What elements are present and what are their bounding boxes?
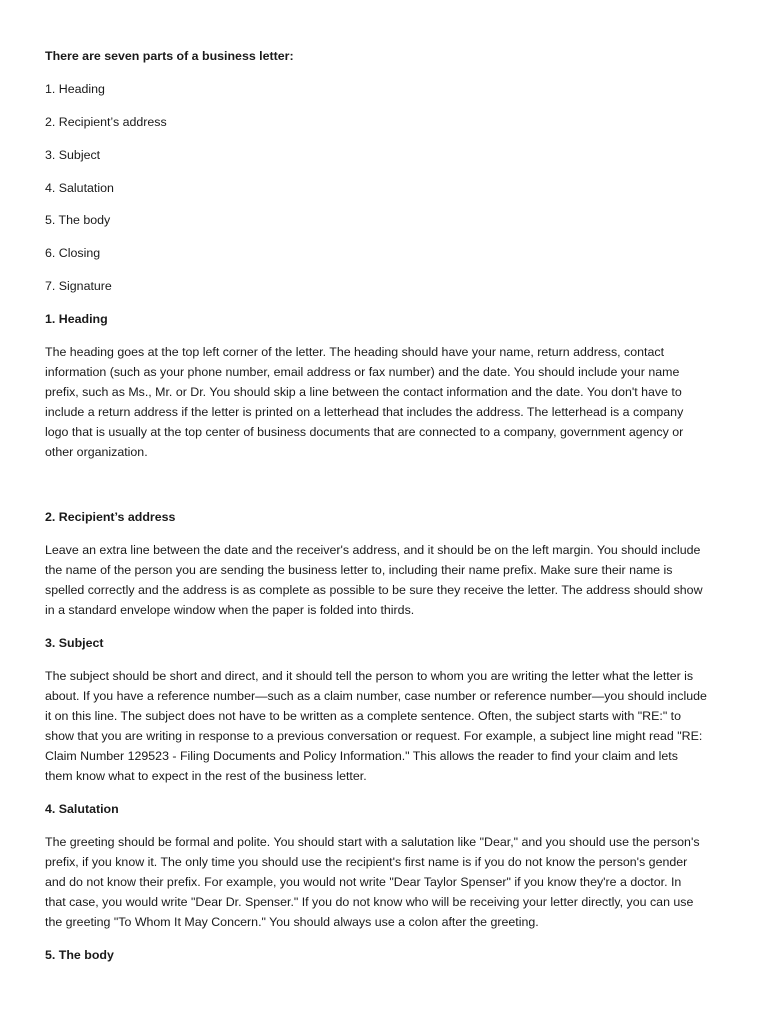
paragraph-line: the name of the person you are sending the business letter to, including their name prefix. Make sure their name is (45, 563, 673, 577)
parts-list-item: 3. Subject (45, 148, 101, 162)
paragraph-line: include a return address if the letter is printed on a letterhead that includes the address. The letterhead is a company (45, 405, 684, 419)
paragraph-line: it on this line. The subject does not have to be written as a complete sentence. Often, the subject starts with "RE:" to (45, 709, 682, 723)
paragraph-line: that case, you would write "Dear Dr. Spenser." If you do not know who will be receiving your letter directly, you can use (45, 895, 694, 909)
paragraph-line: spelled correctly and the address is as complete as possible to be sure they receive the letter. The address should show (45, 583, 703, 597)
paragraph-line: prefix, if you know it. The only time you should use the recipient's first name is if you do not know the person's gender (45, 855, 688, 869)
paragraph-line: logo that is usually at the top center of business documents that are connected to a company, government agency or (45, 425, 684, 439)
paragraph-line: and do not know their prefix. For example, you would not write "Dear Taylor Spenser" if you know they're a doctor. In (45, 875, 682, 889)
paragraph-line: prefix, such as Ms., Mr. or Dr. You should skip a line between the contact information and the date. You don't have to (45, 385, 682, 399)
paragraph-line: show that you are writing in response to a previous conversation or request. For example, a subject line might read "RE: (45, 729, 703, 743)
section-heading: 4. Salutation (45, 802, 119, 816)
section-heading: 2. Recipient’s address (45, 510, 176, 524)
paragraph-line: The subject should be short and direct, and it should tell the person to whom you are writing the letter what the letter is (45, 669, 694, 683)
section-heading: 5. The body (45, 948, 114, 962)
parts-list-item: 5. The body (45, 213, 111, 227)
paragraph-line: The greeting should be formal and polite. You should start with a salutation like "Dear," and you should use the person's (45, 835, 700, 849)
paragraph-line: about. If you have a reference number—such as a claim number, case number or reference number—you should include (45, 689, 707, 703)
section-heading: 3. Subject (45, 636, 104, 650)
paragraph-line: other organization. (45, 445, 148, 459)
parts-list-item: 6. Closing (45, 246, 101, 260)
parts-list-item: 2. Recipient’s address (45, 115, 167, 129)
paragraph-line: the greeting "To Whom It May Concern." You should always use a colon after the greeting. (45, 915, 539, 929)
paragraph-line: information (such as your phone number, email address or fax number) and the date. You should include your name (45, 365, 680, 379)
parts-list-item: 1. Heading (45, 82, 105, 96)
paragraph-line: The heading goes at the top left corner of the letter. The heading should have your name, return address, contact (45, 345, 665, 359)
paragraph-line: in a standard envelope window when the paper is folded into thirds. (45, 603, 415, 617)
paragraph-line: Claim Number 129523 - Filing Documents and Policy Information." This allows the reader to find your claim and lets (45, 749, 678, 763)
parts-list-item: 7. Signature (45, 279, 112, 293)
parts-list-item: 4. Salutation (45, 181, 114, 195)
paragraph-line: them know what to expect in the rest of the business letter. (45, 769, 367, 783)
intro-text: There are seven parts of a business letter: (45, 49, 294, 63)
paragraph-line: Leave an extra line between the date and the receiver's address, and it should be on the left margin. You should include (45, 543, 701, 557)
section-heading: 1. Heading (45, 312, 108, 326)
